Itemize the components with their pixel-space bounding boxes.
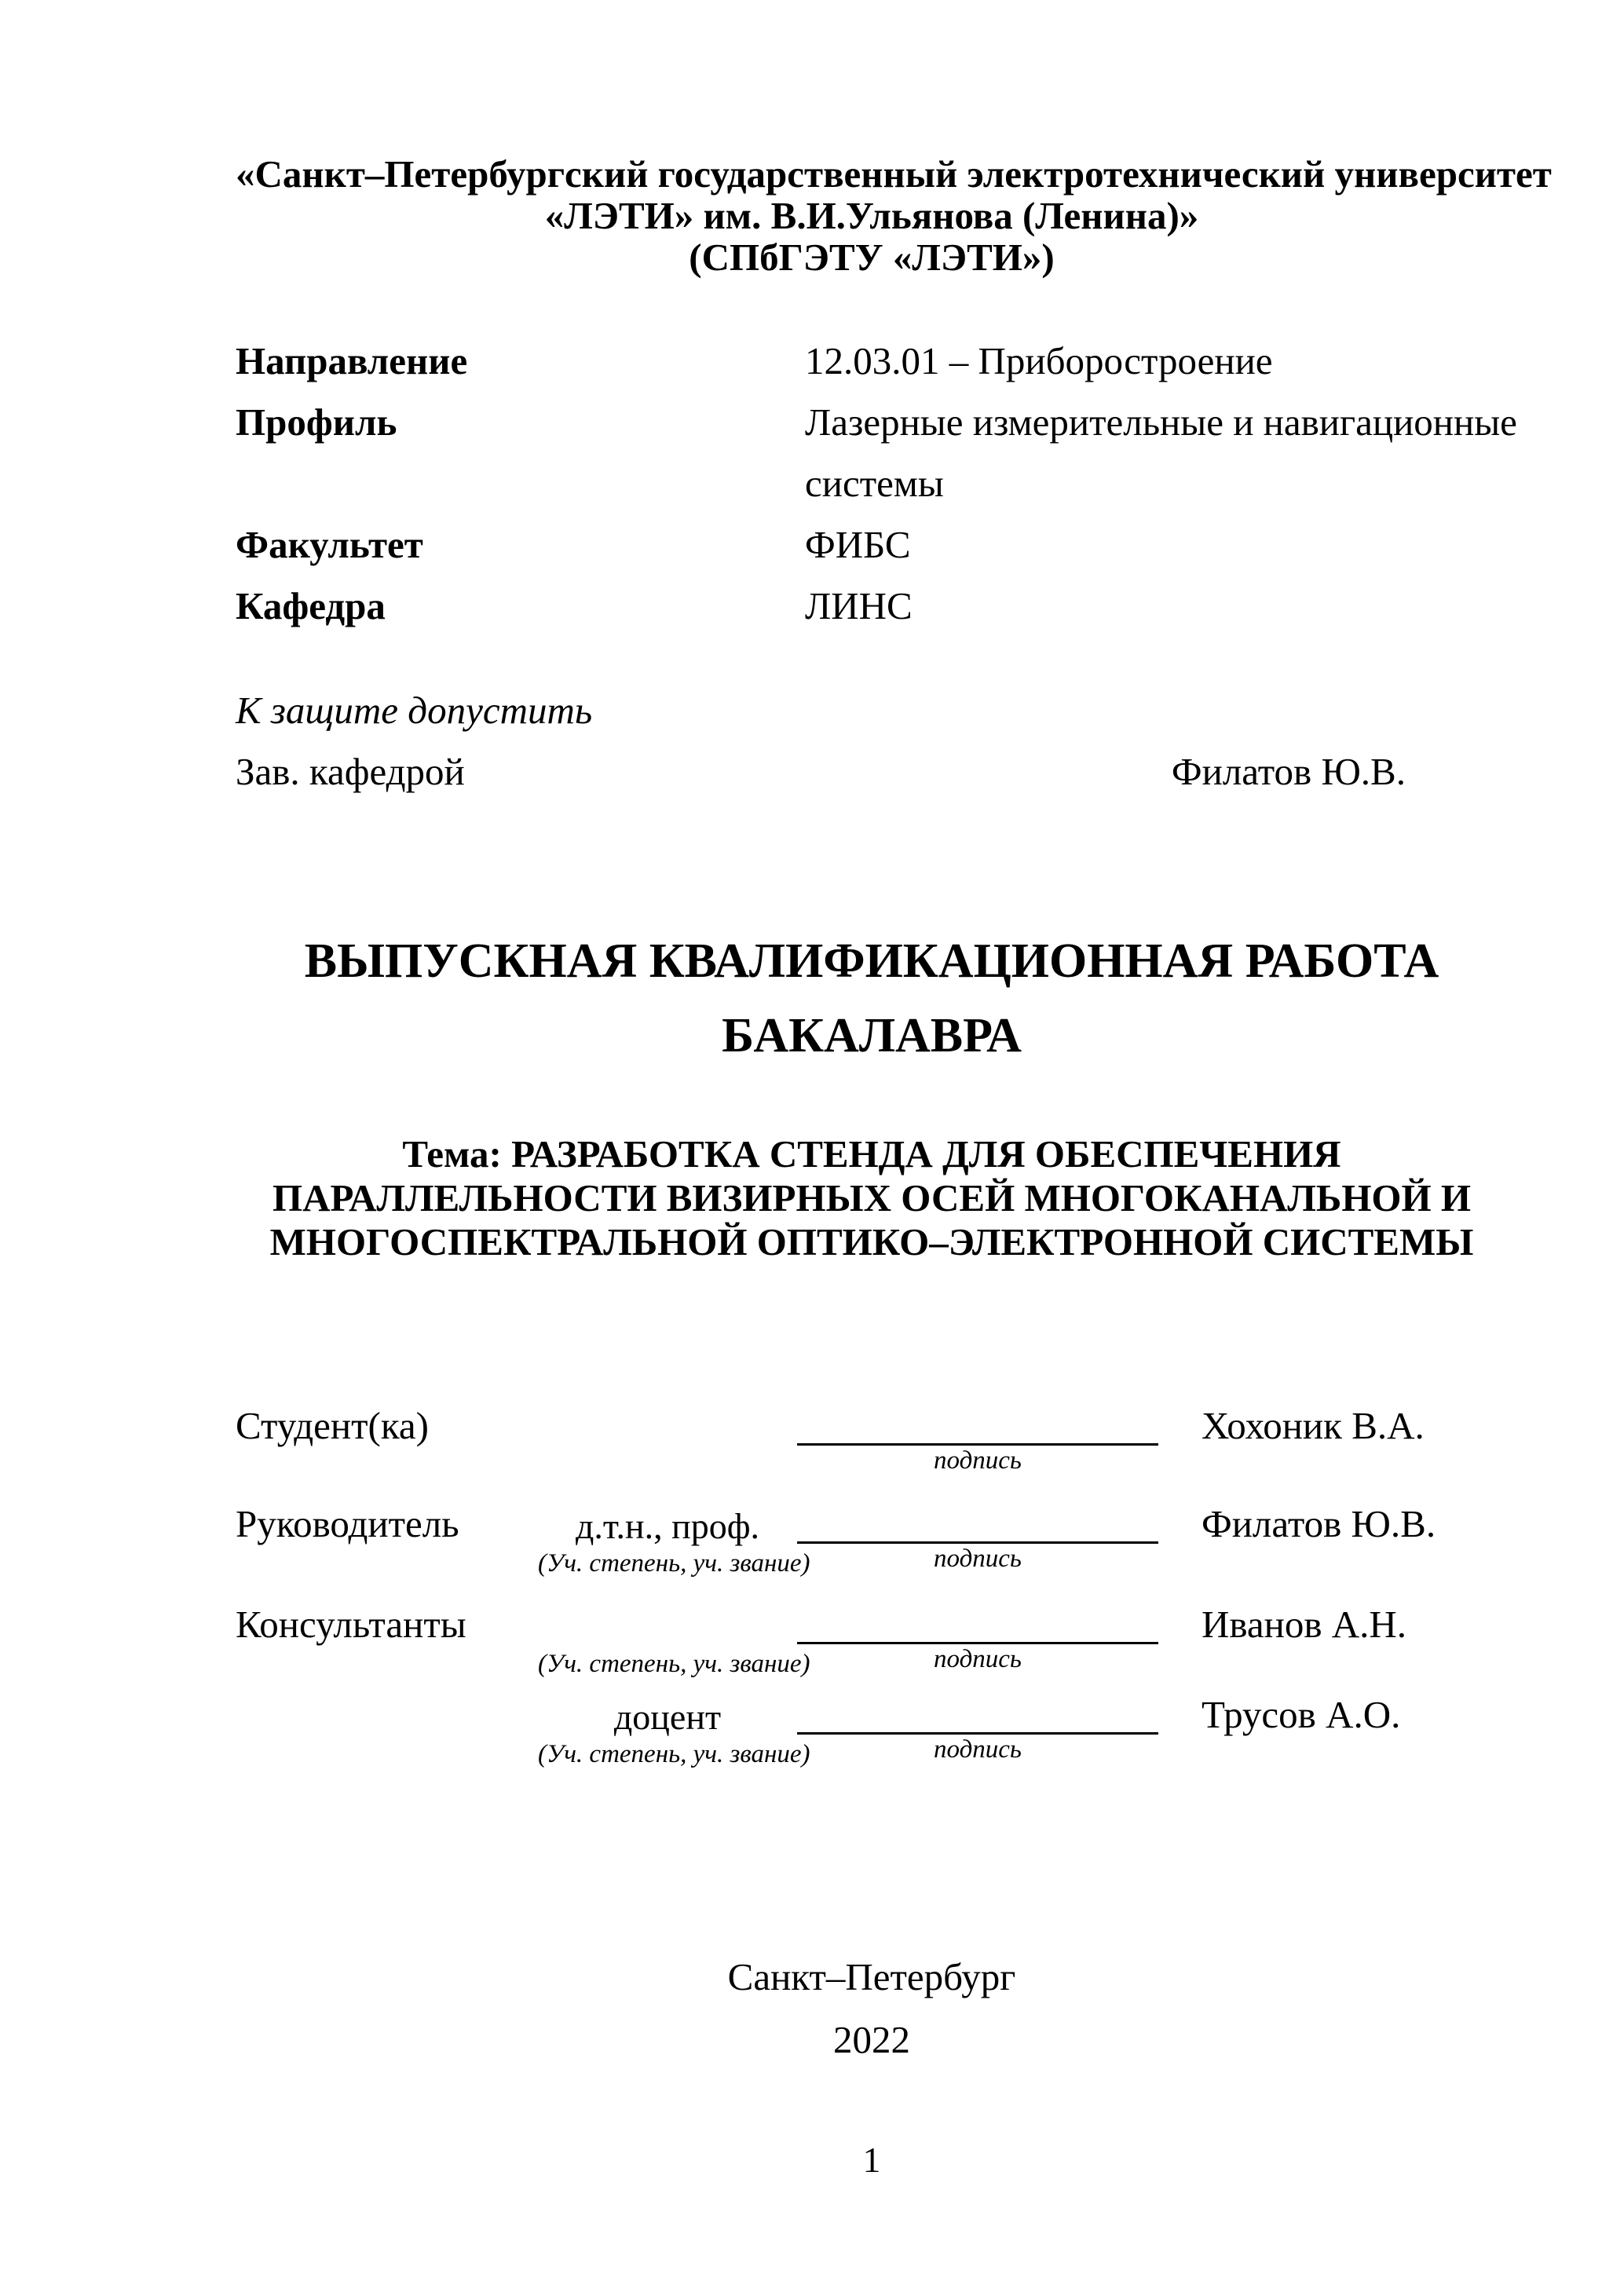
signature-degree-caption: (Уч. степень, уч. звание) — [538, 1650, 810, 1678]
department-head-row — [236, 741, 1508, 803]
footer-block — [236, 1946, 1508, 2071]
field-value-direction: 12.03.01 – Приборостроение — [805, 339, 1273, 382]
field-label-profile: Профиль — [236, 400, 397, 444]
signature-line — [797, 1402, 1158, 1446]
signature-role — [236, 1691, 538, 1769]
signature-line — [797, 1691, 1158, 1735]
field-label-department: Кафедра — [236, 584, 386, 627]
signature-degree-caption: (Уч. степень, уч. звание) — [538, 1549, 810, 1578]
signature-name: Иванов А.Н. — [1202, 1603, 1407, 1646]
department-head-label: Зав. кафедрой — [236, 750, 465, 793]
field-row-direction — [236, 331, 1508, 392]
university-line-3: (СПбГЭТУ «ЛЭТИ») — [689, 236, 1055, 279]
field-label-direction: Направление — [236, 339, 468, 382]
university-line-1: «Санкт–Петербургский государственный электротехнический университет — [236, 152, 1552, 196]
university-line-2: «ЛЭТИ» им. В.И.Ульянова (Ленина)» — [544, 194, 1199, 237]
signature-caption: подпись — [934, 1446, 1022, 1475]
university-header — [236, 152, 1552, 279]
admission-note: К защите допустить — [236, 689, 593, 732]
signature-degree-caption: (Уч. степень, уч. звание) — [538, 1740, 810, 1768]
signature-line — [797, 1600, 1158, 1644]
work-title-line-2: БАКАЛАВРА — [722, 1009, 1022, 1062]
signature-line-cell — [797, 1600, 1158, 1679]
theme-line-1: Тема: РАЗРАБОТКА СТЕНДА ДЛЯ ОБЕСПЕЧЕНИЯ — [402, 1132, 1341, 1175]
signature-degree: д.т.н., проф. — [575, 1506, 760, 1546]
signature-degree-cell — [538, 1691, 810, 1769]
field-value-department: ЛИНС — [805, 584, 913, 627]
program-fields — [236, 331, 1517, 637]
theme-title — [236, 1132, 1508, 1264]
signature-role: Консультанты — [236, 1603, 466, 1646]
signature-line-cell — [797, 1500, 1158, 1578]
signature-degree-cell — [538, 1500, 810, 1578]
work-title-line-1: ВЫПУСКНАЯ КВАЛИФИКАЦИОННАЯ РАБОТА — [304, 934, 1439, 988]
field-row-department — [236, 576, 1508, 637]
signature-line-cell — [797, 1691, 1158, 1769]
signature-caption: подпись — [934, 1645, 1022, 1673]
signature-role: Студент(ка) — [236, 1404, 429, 1447]
signature-name: Филатов Ю.В. — [1202, 1502, 1436, 1545]
signature-degree — [538, 1402, 797, 1450]
theme-line-2: ПАРАЛЛЕЛЬНОСТИ ВИЗИРНЫХ ОСЕЙ МНОГОКАНАЛЬНОЙ И — [272, 1176, 1472, 1219]
work-title — [236, 924, 1508, 1073]
field-value-profile: Лазерные измерительные и навигационные системы — [805, 400, 1517, 505]
footer-city: Санкт–Петербург — [727, 1955, 1016, 1998]
signature-degree — [538, 1600, 797, 1649]
signature-row-consultant-2 — [236, 1691, 1508, 1769]
signature-row-student — [236, 1402, 1508, 1475]
signature-row-supervisor — [236, 1500, 1508, 1578]
field-label-faculty: Факультет — [236, 523, 423, 566]
signature-name: Хохоник В.А. — [1202, 1404, 1425, 1447]
signature-line-cell — [797, 1402, 1158, 1475]
signature-caption: подпись — [934, 1545, 1022, 1573]
signature-line — [797, 1500, 1158, 1544]
signature-degree-cell — [538, 1600, 810, 1679]
signature-role: Руководитель — [236, 1502, 459, 1545]
signature-degree: доцент — [613, 1697, 722, 1737]
field-value-faculty: ФИБС — [805, 523, 911, 566]
department-head-name: Филатов Ю.В. — [1171, 750, 1406, 793]
signature-degree-cell — [538, 1402, 797, 1475]
page-content — [236, 0, 1552, 2182]
footer-year: 2022 — [833, 2018, 910, 2061]
theme-line-3: МНОГОСПЕКТРАЛЬНОЙ ОПТИКО–ЭЛЕКТРОННОЙ СИСТЕМЫ — [269, 1220, 1474, 1263]
signature-caption: подпись — [934, 1735, 1022, 1764]
signature-name: Трусов А.О. — [1202, 1693, 1401, 1736]
page-number: 1 — [862, 2140, 881, 2180]
signatures-block — [236, 1402, 1508, 1769]
field-row-faculty — [236, 514, 1508, 576]
field-row-profile — [236, 392, 1517, 514]
admission-block — [236, 680, 1508, 803]
signature-row-consultant-1 — [236, 1600, 1508, 1679]
